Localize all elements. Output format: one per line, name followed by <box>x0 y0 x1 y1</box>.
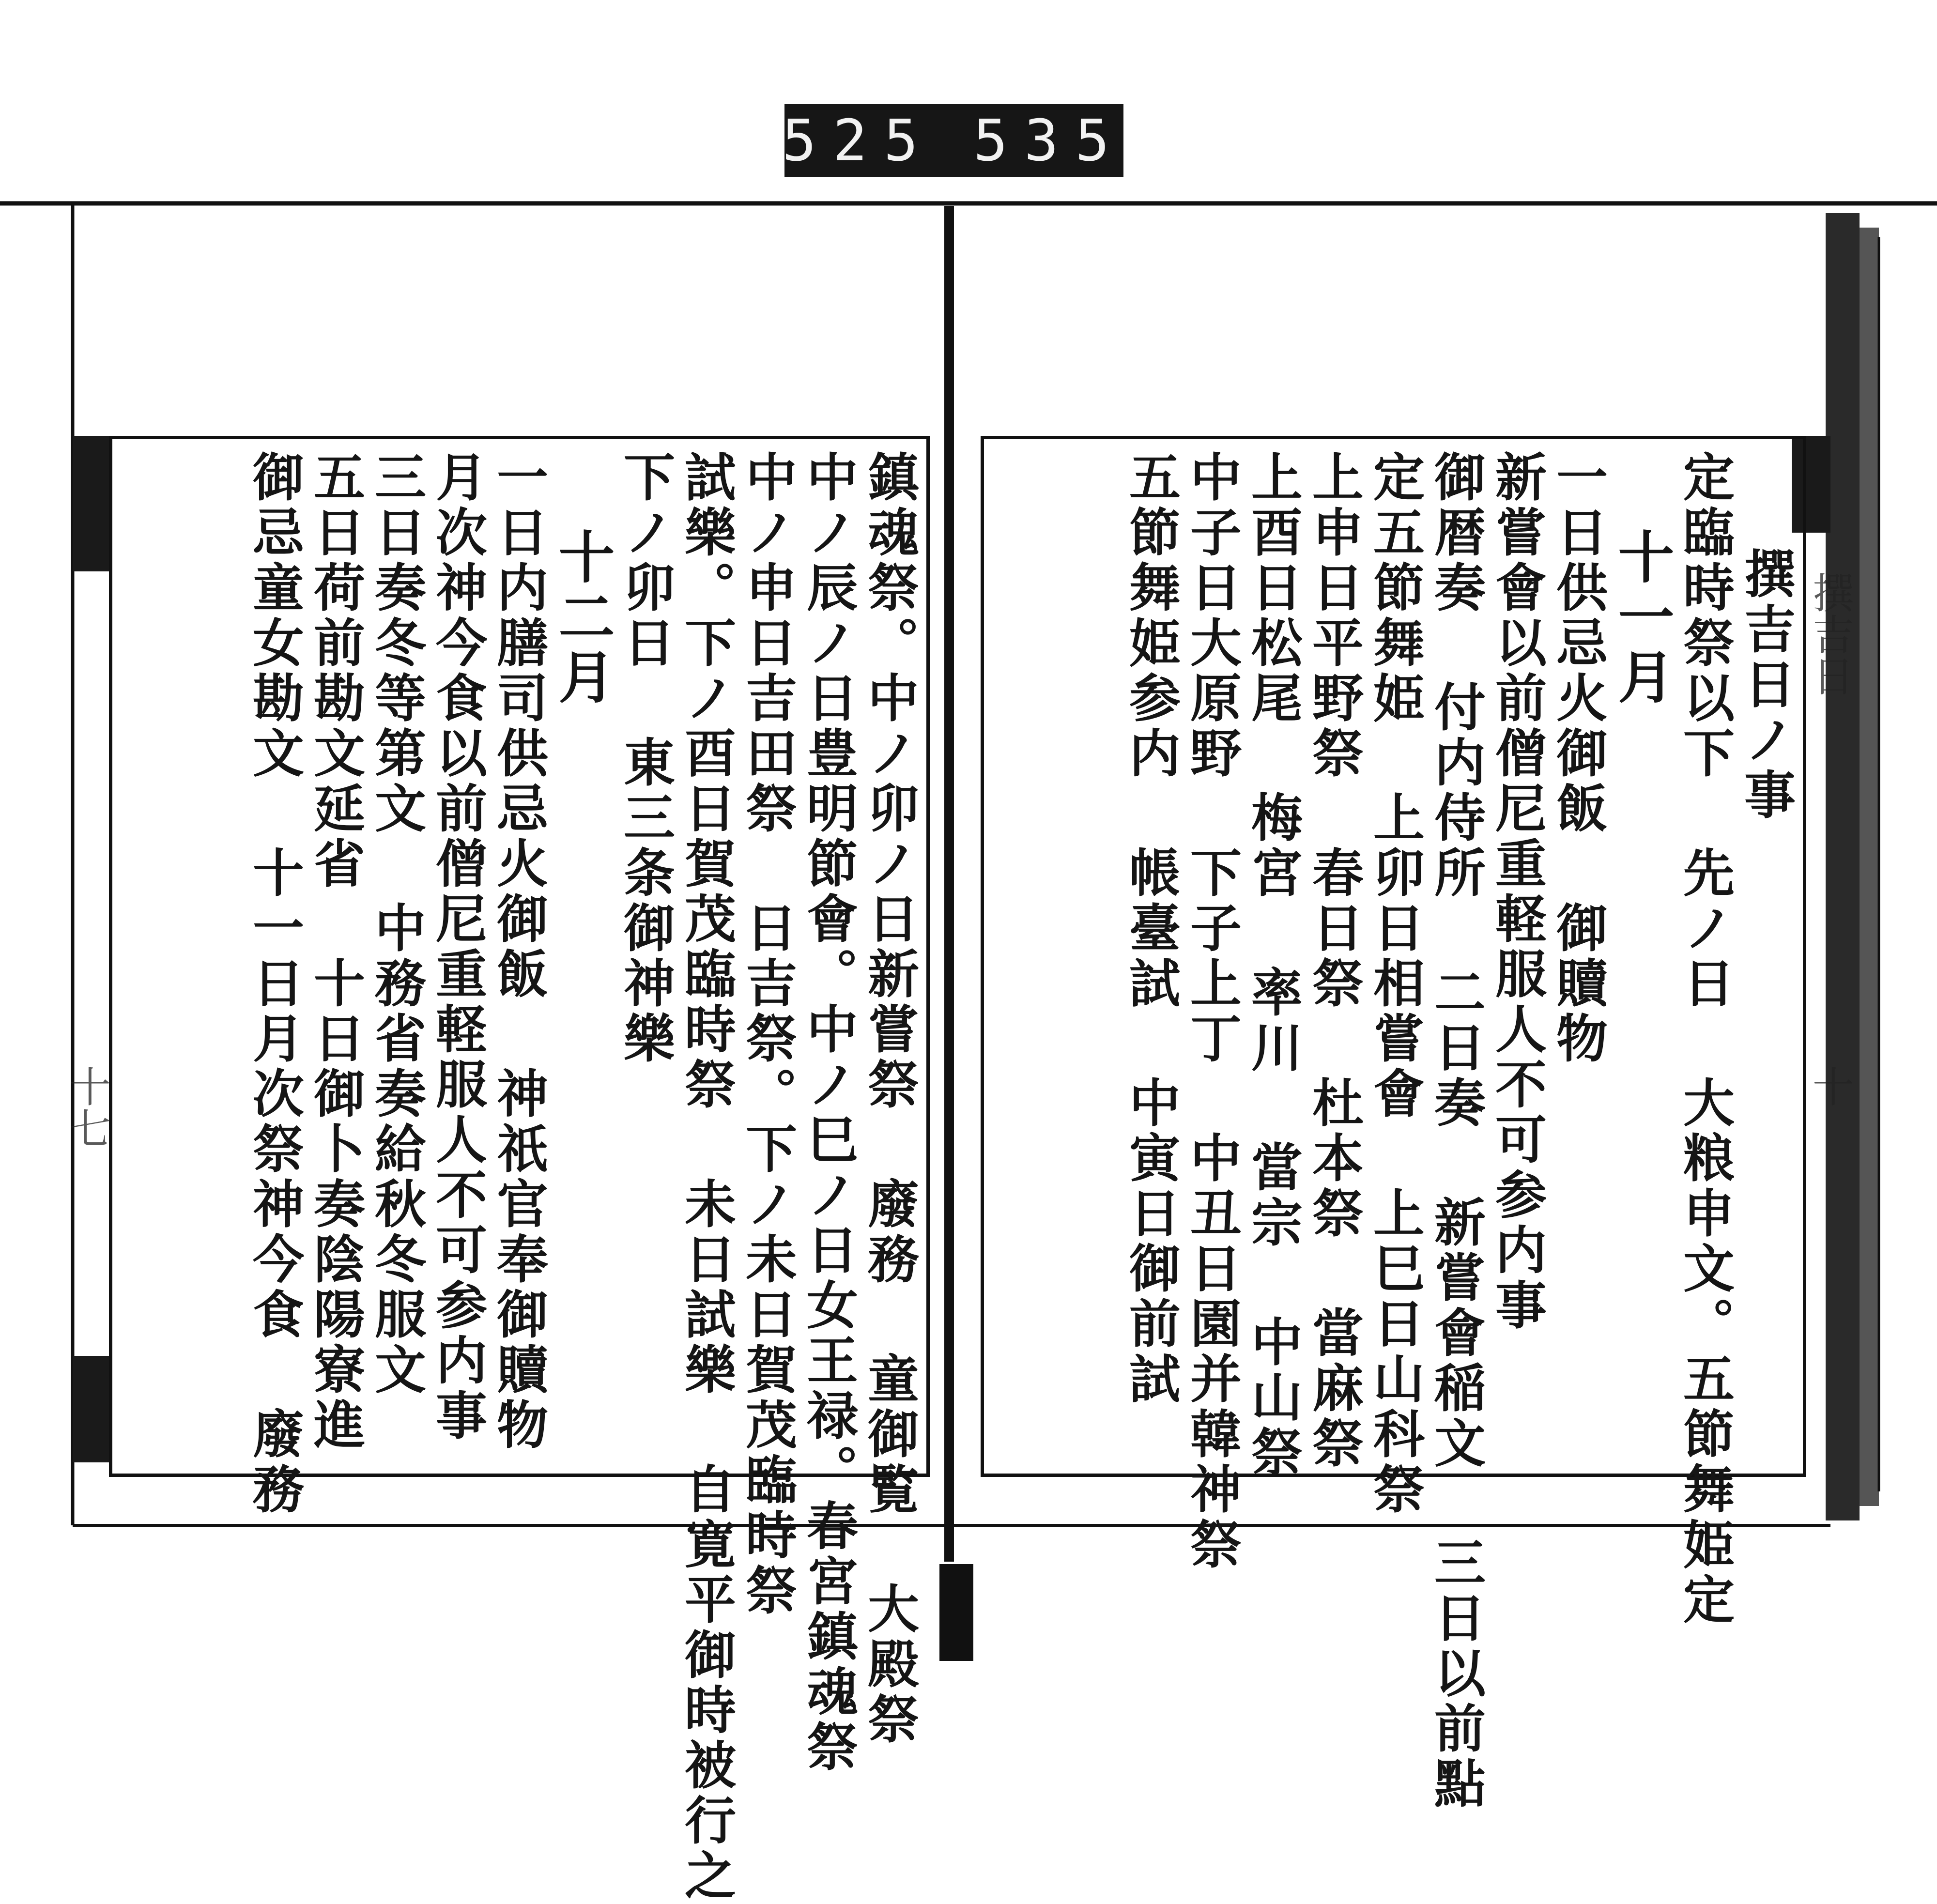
right-column-5: 新嘗會以前僧尼重軽服人不可参内事 <box>1487 450 1548 1334</box>
right-column-4: 一日供忌火御飯 御贖物 <box>1548 450 1609 1067</box>
right-column-11: 五節舞姫参内 帳臺試 中寅日御前試 <box>1121 450 1182 1407</box>
left-column-2: 中ノ辰ノ日豊明節會。中ノ巳ノ日女王禄。春宮鎮魂祭 <box>799 450 859 1775</box>
right-page-side-folio: 十 <box>1805 1065 1854 1107</box>
right-column-10: 中子日大原野 下子上丁 中丑日園并韓神祭 <box>1182 450 1243 1573</box>
left-column-6-month-heading: 十二月 <box>549 528 615 708</box>
left-page-columns <box>126 450 920 1904</box>
left-number: 525 <box>782 107 935 174</box>
right-page-running-header: 撰吉日 <box>1805 571 1854 696</box>
left-column-4: 試樂。下ノ酉日賀茂臨時祭 未日試樂 自寛平御時被行之 <box>676 450 737 1904</box>
right-column-3-month-heading: 十一月 <box>1609 528 1675 708</box>
right-page-columns <box>993 450 1797 1812</box>
left-column-11: 御忌童女勘文 十一日月次祭神今食 廢務 <box>245 450 305 1518</box>
right-column-7: 定五節舞姫 上卯日相嘗會 上巳日山科祭 <box>1365 450 1426 1518</box>
left-column-7: 一日内膳司供忌火御飯 神祇官奉御贖物 <box>489 450 549 1453</box>
left-page-side-folio: 十七 <box>62 1065 110 1149</box>
right-column-9: 上酉日松尾 梅宮 率川 當宗 中山祭 <box>1243 450 1304 1481</box>
archive-number-label <box>782 104 1126 177</box>
right-column-8: 上申日平野祭 春日祭 杜本祭 當麻祭 <box>1304 450 1365 1472</box>
left-column-8: 月次神今食以前僧尼重軽服人不可参内事 <box>428 450 488 1444</box>
right-column-6: 御暦奏 付内侍所 二日奏 新嘗會稲文 三日以前點 <box>1426 450 1487 1812</box>
left-column-1: 鎮魂祭。中ノ卯ノ日新嘗祭 廢務 童御覧 大殿祭 <box>860 450 920 1748</box>
left-column-10: 五日荷前勘文延省 十日御卜奏陰陽寮進 <box>306 450 366 1453</box>
left-column-3: 中ノ申日吉田祭 日吉祭。下ノ未日賀茂臨時祭 <box>738 450 798 1619</box>
right-column-2: 定臨時祭以下 先ノ日 大粮申文。五節舞姫定 <box>1675 450 1736 1628</box>
left-column-5: 下ノ卯日 東三条御神樂 <box>615 450 676 1067</box>
right-number: 535 <box>973 107 1126 174</box>
left-column-9: 三日奏冬等第文 中務省奏給秋冬服文 <box>367 450 427 1398</box>
right-column-1-title: 撰吉日ノ事 <box>1736 547 1797 823</box>
